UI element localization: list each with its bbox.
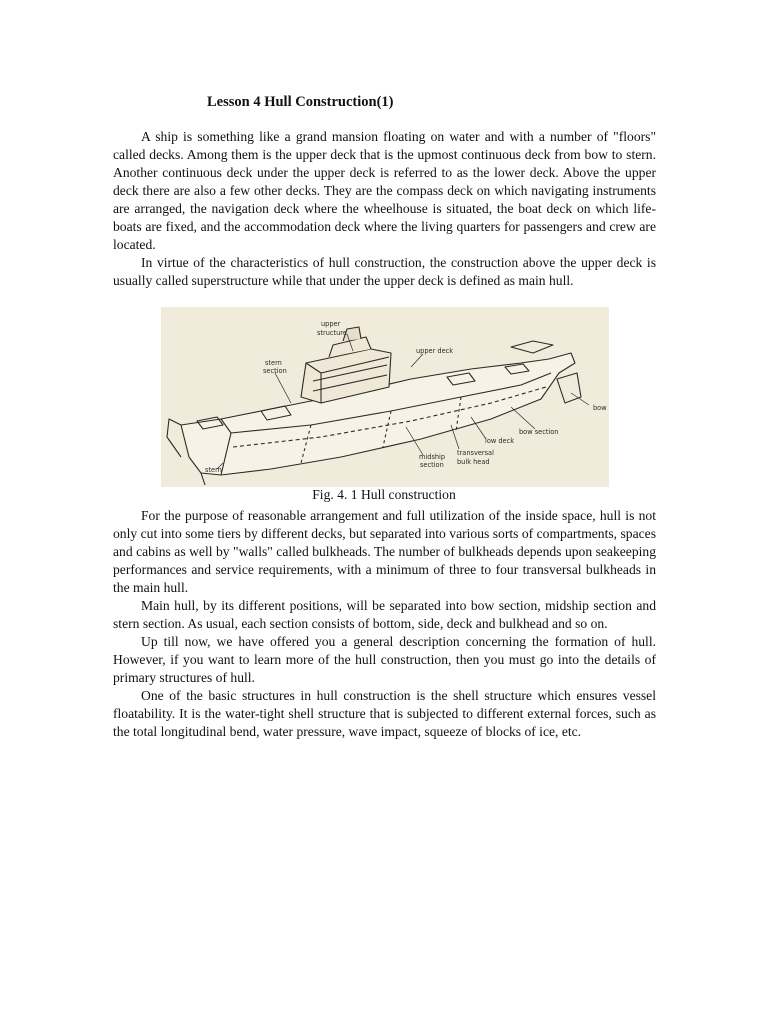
label-bulk-head: bulk head xyxy=(457,458,490,466)
lesson-title: Lesson 4 Hull Construction(1) xyxy=(207,94,394,110)
paragraph: One of the basic structures in hull construction is the shell structure which ensures vessel floatability. It is the water-tight shell structure that is subjected to different external forces, such as the total longitudinal bend, water pressure, wave impact, squeeze of blocks of ice, etc. xyxy=(113,688,656,739)
paragraph: In virtue of the characteristics of hull construction, the construction above the upper deck is usually called superstructure while that under the upper deck is defined as main hull. xyxy=(113,255,656,288)
paragraph: Main hull, by its different positions, will be separated into bow section, midship section and stern section. As usual, each section consists of bottom, side, deck and bulkhead and so on. xyxy=(113,598,656,631)
label-midship: midship xyxy=(419,453,446,461)
label-upper-structure-2: structure xyxy=(317,329,347,337)
hull-diagram xyxy=(161,307,609,487)
paragraph: Up till now, we have offered you a general description concerning the formation of hull. However, if you want to learn more of the hull construction, then you must go into the details of primary structures of hull. xyxy=(113,634,656,685)
label-midship-section: section xyxy=(420,461,444,469)
paragraph: A ship is something like a grand mansion floating on water and with a number of "floors" called decks. Among them is the upper deck that is the upmost continuous deck from bow to stern. Another continuous deck under the upper deck is referred to as the lower deck. Above the upper deck there are also a few other decks. They are the compass deck on which navigating instruments are arranged, the navigation deck where the wheelhouse is situated, the boat deck on which life-boats are fixed, and the accommodation deck where the living quarters for passengers and crew are located. xyxy=(113,129,656,252)
label-upper-structure: upper xyxy=(321,320,341,328)
text-block-top xyxy=(113,128,656,290)
label-low-deck: low deck xyxy=(485,437,515,445)
label-stern-section-2: section xyxy=(263,367,287,375)
label-bow-section: bow section xyxy=(519,428,559,436)
paragraph: For the purpose of reasonable arrangement and full utilization of the inside space, hull is not only cut into some tiers by different decks, but separated into various sorts of compartments, spaces and cabins as well by "walls" called bulkheads. The number of bulkheads depends upon seakeeping performances and service requirements, with a minimum of three to four transversal bulkheads in the main hull. xyxy=(113,508,656,595)
figure-caption-text: Fig. 4. 1 Hull construction xyxy=(312,487,456,502)
hull-construction-figure xyxy=(161,307,609,487)
label-transversal: transversal xyxy=(457,449,494,457)
label-upper-deck: upper deck xyxy=(416,347,454,355)
label-stern-section: stern xyxy=(265,359,282,367)
figure-caption xyxy=(0,487,768,503)
text-block-bottom xyxy=(113,507,656,741)
label-stern: stern xyxy=(205,466,222,474)
label-bow: bow xyxy=(593,404,607,412)
